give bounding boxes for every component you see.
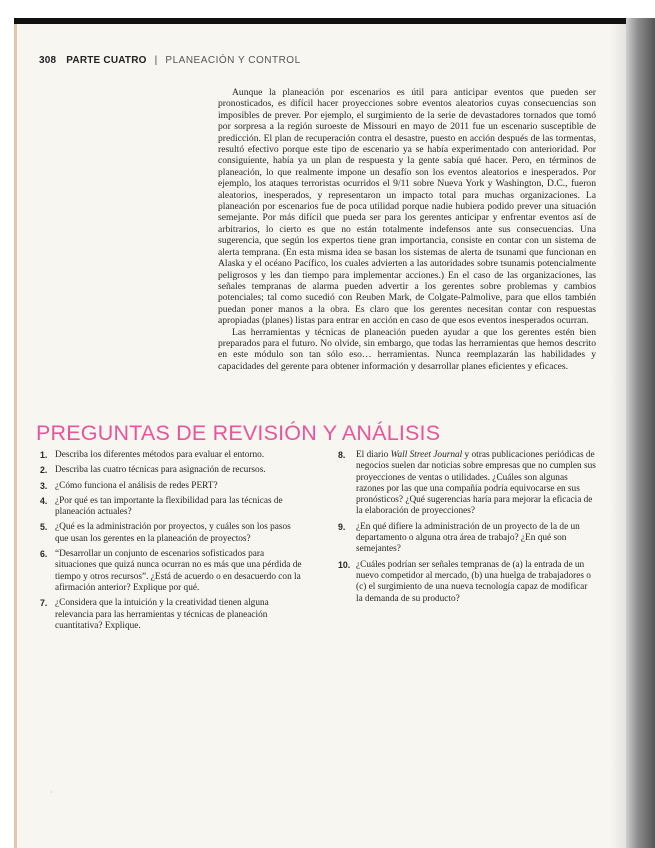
question-item (338, 560, 596, 605)
body-paragraph: Las herramientas y técnicas de planeación pueden ayudar a que los gerentes estén bien preparados para el futuro. No olvide, sin embargo, que todas las herramientas que hemos descrito en este módulo son tan sólo eso… herramientas. Nunca reemplazarán las habilidades y capacidades del gerente para obtener información y desarrollar planes eficientes y eficaces. (218, 326, 596, 372)
question-number: 5. (40, 522, 48, 533)
question-item (338, 450, 596, 518)
part-label: PARTE CUATRO (66, 55, 147, 66)
page-number: 308 (39, 55, 57, 66)
questions-left-column (40, 450, 306, 636)
question-number: 4. (40, 495, 48, 506)
question-text: ¿En qué difiere la administración de un proyecto de la de un departamento o alguna otra área de trabajo? ¿En qué son semejantes? (356, 521, 580, 555)
question-number: 6. (40, 549, 48, 560)
scan-speck: · (50, 788, 53, 797)
questions-right-column (338, 450, 596, 609)
question-text: ¿Cómo funciona el análisis de redes PERT? (55, 480, 218, 491)
page-left-edge (14, 24, 17, 848)
question-number: 10. (338, 559, 351, 570)
header-separator: | (154, 55, 158, 66)
body-paragraph: Aunque la planeación por escenarios es útil para anticipar eventos que pueden ser pronosticados, es difícil hacer proyecciones sobre eventos aleatorios cuyas consecuencias son imposibles de prever. Por ejemplo, el surgimiento de la serie de devastadores tornados que tomó por sorpresa a la región suroeste de Missouri en mayo de 2011 fue un escenario susceptible de predicción. El plan de recuperación contra el desastre, puesto en acción después de las tormentas, resultó efectivo porque este tipo de escenario ya se había experimentado con anterioridad. Por consiguiente, había ya un plan de respuesta y la gente sabía qué hacer. Pero, en términos de planeación, lo que realmente impone un desafío son los eventos aleatorios e inesperados. Por ejemplo, los ataques terroristas ocurridos el 9/11 sobre Nueva York y Washington, D.C., fueron aleatorios, inesperados, y representaron un impacto total para muchas organizaciones. La planeación por escenarios fue de poca utilidad porque nadie hubiera podido prever una situación semejante. Por más difícil que pueda ser para los gerentes anticipar y enfrentar eventos así de arbitrarios, lo cierto es que no están totalmente indefensos ante sus consecuencias. Una sugerencia, que según los expertos tiene gran importancia, consiste en contar con un sistema de alerta temprana. (En esta misma idea se basan los sistemas de alerta de tsunami que funcionan en Alaska y el océano Pacífico, los cuales advierten a las autoridades sobre tsunamis potencialmente peligrosos y les dan tiempo para implementar acciones.) En el caso de las organizaciones, las señales tempranas de alarma pueden advertir a los gerentes sobre problemas y cambios potenciales; tal como sucedió con Reuben Mark, de Colgate-Palmolive, para que ellos también puedan poner manos a la obra. Es claro que los gerentes necesitan contar con respuestas apropiadas (planes) listas para entrar en acción en caso de que esos eventos inesperados ocurran. (218, 87, 596, 327)
page-gutter-shade (610, 24, 626, 848)
question-text: ¿Qué es la administración por proyectos, y cuáles son los pasos que usan los gerentes en la planeación de proyectos? (55, 522, 291, 544)
question-item (40, 465, 306, 476)
question-text: Describa las cuatro técnicas para asignación de recursos. (55, 465, 266, 476)
publication-title: Wall Street Journal (390, 450, 463, 460)
question-text: ¿Considera que la intuición y la creatividad tienen alguna relevancia para las herramientas y técnicas de planeación cuantitativa? Explique. (55, 598, 269, 631)
question-item (40, 549, 306, 594)
question-number: 9. (338, 521, 346, 532)
scan-right-shadow (626, 18, 655, 848)
question-number: 3. (40, 480, 48, 491)
question-item (40, 598, 306, 632)
question-item (40, 481, 306, 492)
question-number: 8. (338, 450, 346, 460)
question-number: 7. (40, 598, 48, 609)
running-header (39, 55, 301, 66)
question-text: ¿Cuáles podrían ser señales tempranas de (a) la entrada de un nuevo competidor al mercado, (b) una huelga de trabajadores o (c) el surgimiento de una nueva tecnología capaz de modificar la demanda de su producto? (356, 559, 591, 604)
question-item (40, 496, 306, 519)
question-text: ¿Por qué es tan importante la flexibilidad para las técnicas de planeación actuales? (55, 495, 283, 518)
question-number: 2. (40, 465, 48, 476)
question-number: 1. (40, 450, 48, 460)
question-text: “Desarrollar un conjunto de escenarios sofisticados para situaciones que quizá nunca ocurran no es más que una pérdida de tiempo y otros recursos”. ¿Está de acuerdo o en desacuerdo con la afirmación anterior? Explique por qué. (55, 549, 302, 593)
question-item (338, 522, 596, 556)
body-text (218, 87, 596, 372)
question-text: Describa los diferentes métodos para evaluar el entorno. (55, 450, 265, 460)
question-item (40, 522, 306, 545)
section-title: PREGUNTAS DE REVISIÓN Y ANÁLISIS (36, 421, 441, 445)
question-item (40, 450, 306, 461)
question-text-part: El diario (356, 450, 391, 460)
chapter-label: PLANEACIÓN Y CONTROL (165, 55, 301, 66)
question-text-part: y otras publicaciones periódicas de negocios suelen dar noticias sobre empresas que no cumplen sus proyecciones de ventas o utilidades. ¿Cuáles son algunas razones por las que una compañía podría equivocarse en sus pronósticos? ¿Qué sugerencias haría para mejorar la eficacia de la elaboración de proyecciones? (356, 450, 596, 517)
question-text (356, 450, 596, 518)
